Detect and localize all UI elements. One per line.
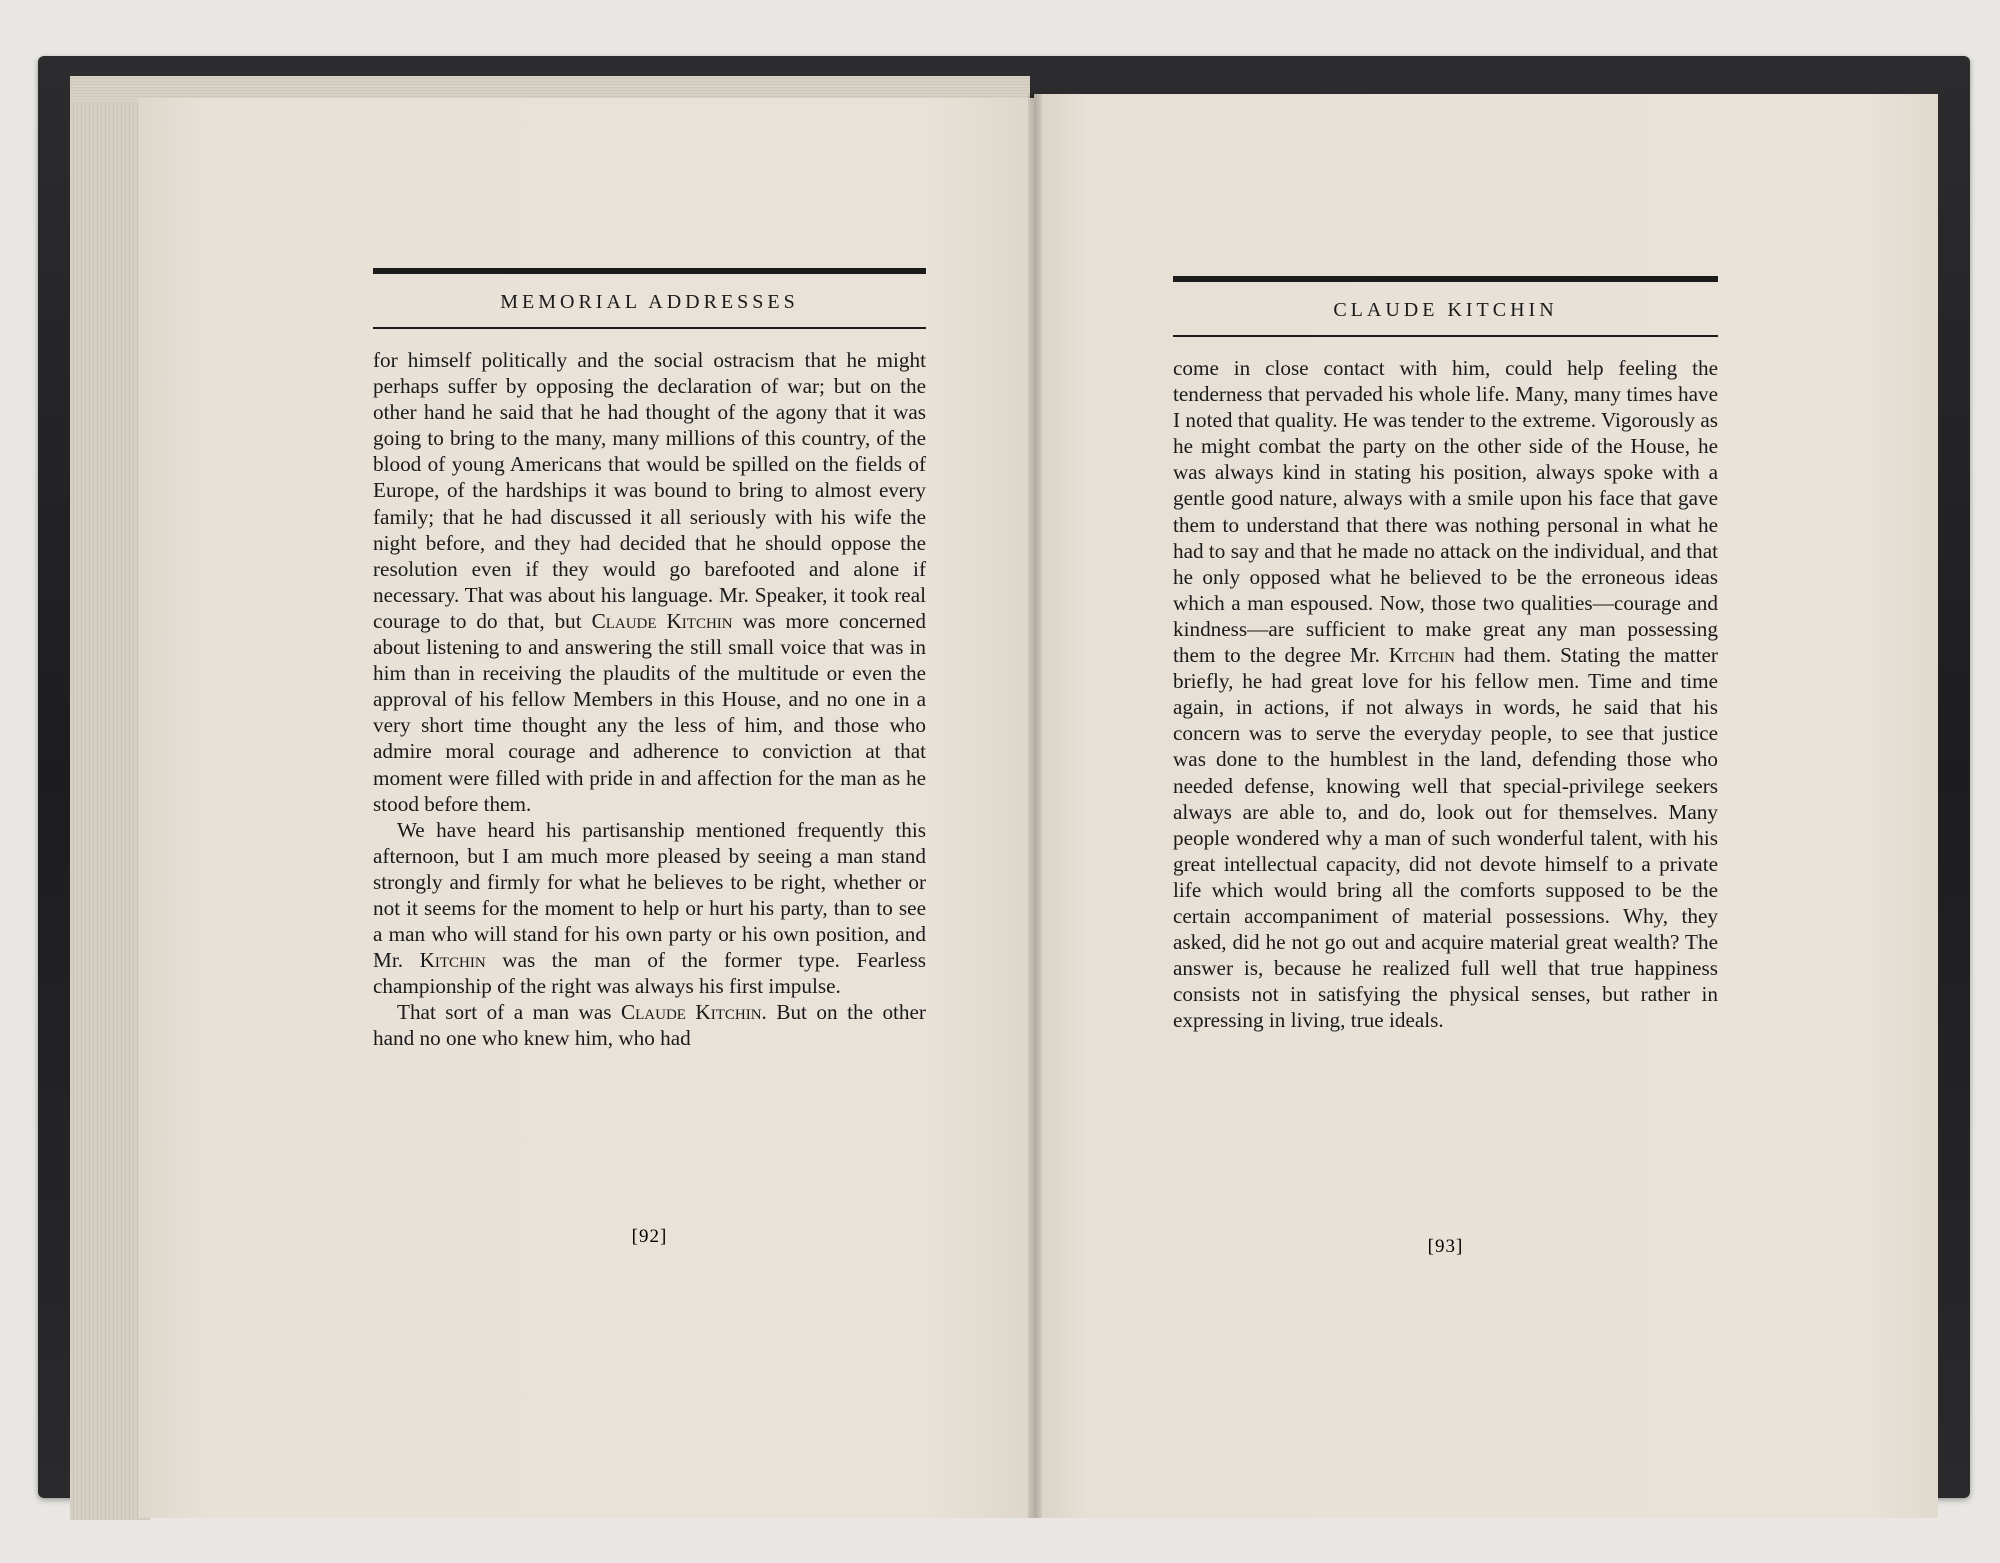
- paragraph: [373, 817, 926, 1000]
- text-run: come in close contact with him, could help feeling the tenderness that pervaded his whole life. Many, many times have I noted that quality. He was tender to the extreme. Vigorously as he might combat the party on the other side of the House, he was always kind in stating his position, always spoke with a gentle good nature, always with a smile upon his face that gave them to understand that there was nothing personal in what he had to say and that he made no attack on the individual, and that he only opposed what he believed to be the erroneous ideas which a man espoused. Now, those two qualities—courage and kindness—are sufficient to make great any man possessing them to the degree Mr.: [1173, 356, 1718, 668]
- text-run: was the man of the former type. Fearless championship of the right was always his first impulse.: [373, 948, 926, 999]
- body-text: [1173, 355, 1718, 1033]
- running-head: CLAUDE KITCHIN: [1333, 299, 1558, 321]
- book-gutter: [1028, 94, 1042, 1518]
- text-run: for himself politically and the social ostracism that he might perhaps suffer by opposing the declaration of war; but on the other hand he said that he had thought of the agony that it was going to bring to the many, many millions of this country, of the blood of young Americans that would be spilled on the fields of Europe, of the hardships it was bound to bring to almost every family; that he had discussed it all seriously with his wife the night before, and they had decided that he should oppose the resolution even if they would go barefooted and alone if necessary. That was about his language. Mr. Speaker, it took real courage to do that, but: [373, 348, 926, 633]
- text-run: was more concerned about listening to and answering the still small voice that was in him than in receiving the plaudits of the multitude or even the approval of his fellow Members in this House, and no one in a very short time thought any the less of him, and those who admire moral courage and adherence to conviction at that moment were filled with pride in and affection for the man as he stood before them.: [373, 608, 926, 816]
- header-rule-bottom: [1173, 335, 1718, 337]
- text-run: had them. Stating the matter briefly, he had great love for his fellow men. Time and time again, in actions, if not always in words, he said that his concern was to serve the everyday people, to see that justice was done to the humblest in the land, defending those who needed defense, knowing well that special-privilege seekers always are able to, and do, look out for themselves. Many people wondered why a man of such wonderful talent, with his great intellectual capacity, did not devote himself to a private life which would bring all the comforts supposed to be the certain accompaniment of material possessions. Why, they asked, did he not go out and acquire material great wealth? The answer is, because he realized full well that true happiness consists not in satisfying the physical senses, but rather in expressing in living, true ideals.: [1173, 643, 1718, 1033]
- header-rule-bottom: [373, 327, 926, 329]
- paragraph: [1173, 355, 1718, 1033]
- name-smallcaps: Claude Kitchin: [591, 608, 733, 633]
- name-smallcaps: Kitchin: [1388, 643, 1456, 668]
- page-number: [92]: [631, 1226, 668, 1247]
- paragraph: [373, 347, 926, 817]
- page-number: [93]: [1427, 1236, 1464, 1257]
- name-smallcaps: Kitchin: [419, 948, 486, 973]
- text-run: . But on the other hand no one who knew him, who had: [373, 1000, 926, 1051]
- body-text: [373, 347, 926, 1052]
- right-page-text-block: [1173, 276, 1718, 1033]
- running-head: MEMORIAL ADDRESSES: [500, 291, 799, 313]
- text-run: We have heard his partisanship mentioned frequently this afternoon, but I am much more pleased by seeing a man stand strongly and firmly for what he believes to be right, whether or not it seems for the moment to help or hurt his party, than to see a man who will stand for his own party or his own position, and Mr.: [373, 817, 926, 973]
- text-run: That sort of a man was: [397, 1000, 621, 1025]
- paragraph: [373, 999, 926, 1051]
- left-page-text-block: [373, 268, 926, 1052]
- name-smallcaps: Claude Kitchin: [620, 1000, 762, 1025]
